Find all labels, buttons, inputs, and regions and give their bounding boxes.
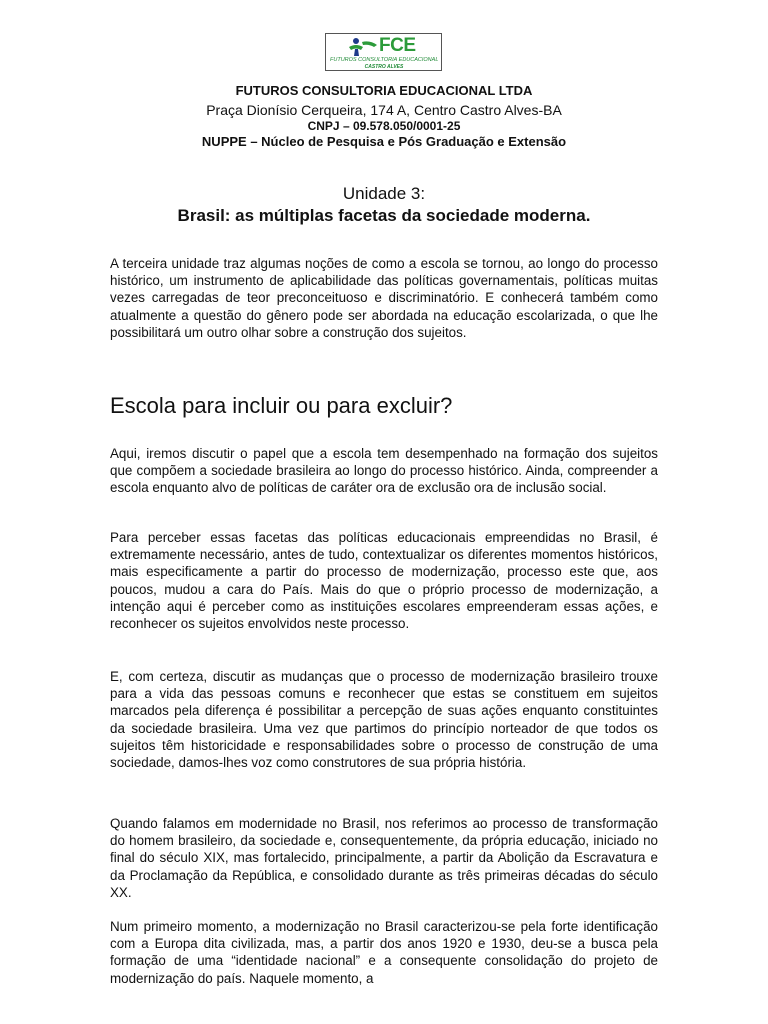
unit-label: Unidade 3:: [342, 184, 426, 203]
body-paragraph: Quando falamos em modernidade no Brasil, nos referimos ao processo de transformação do homem brasileiro, da sociedade e, consequentemente, da própria educação, iniciado no final do século XIX, mas fortalecido, principalmente, a partir da Abolição da Escravatura e da Proclamação da República, e consolidado durante as três primeiras décadas do século XX.: [110, 816, 658, 900]
company-address: Praça Dionísio Cerqueira, 174 A, Centro Castro Alves-BA: [206, 102, 562, 118]
logo-location: CASTRO ALVES: [364, 64, 404, 70]
body-paragraph: Para perceber essas facetas das políticas educacionais empreendidas no Brasil, é extremamente necessário, antes de tudo, contextualizar os diferentes momentos históricos, mais especificamente a partir do processo de modernização, processo este que, aos poucos, mudou a cara do País. Mais do que o próprio processo de modernização, a intenção aqui é perceber como as instituições escolares empreenderam essas ações, e reconhecer os sujeitos envolvidos neste processo.: [110, 530, 658, 632]
body-paragraph: Num primeiro momento, a modernização no Brasil caracterizou-se pela forte identificação com a Europa dita civilizada, mas, a partir dos anos 1920 e 1930, deu-se a busca pela formação de uma “identidade nacional” e a consequente consolidação do projeto de modernização do país. Naquele momento, a: [110, 919, 658, 986]
body-paragraph: E, com certeza, discutir as mudanças que o processo de modernização brasileiro trouxe para a vida das pessoas comuns e reconhecer que estas se constituem em sujeitos marcados pela diferença é possibilitar a percepção de suas ações enquanto constituintes da sociedade brasileira. Uma vez que partimos do princípio norteador de que todos os sujeitos têm historicidade e responsabilidades sobre o processo de construção de uma sociedade, damos-lhes voz como construtores de sua própria história.: [110, 669, 658, 771]
section-heading: Escola para incluir ou para excluir?: [110, 393, 453, 418]
fce-logo: [325, 33, 442, 71]
body-paragraph: Aqui, iremos discutir o papel que a escola tem desempenhado na formação dos sujeitos que compõem a sociedade brasileira ao longo do processo histórico. Ainda, compreender a escola enquanto alvo de políticas de caráter ora de exclusão ora de inclusão social.: [110, 446, 658, 496]
fce-figure-icon: [348, 37, 378, 57]
unit-subtitle: Brasil: as múltiplas facetas da sociedade moderna.: [177, 206, 591, 225]
company-cnpj: CNPJ – 09.578.050/0001-25: [307, 119, 461, 133]
logo-wordmark: FCE: [379, 35, 416, 56]
logo-subtitle: FUTUROS CONSULTORIA EDUCACIONAL: [330, 57, 439, 63]
company-name: FUTUROS CONSULTORIA EDUCACIONAL LTDA: [235, 83, 533, 98]
department-name: NUPPE – Núcleo de Pesquisa e Pós Graduação e Extensão: [201, 134, 567, 149]
intro-paragraph: A terceira unidade traz algumas noções de como a escola se tornou, ao longo do processo histórico, um instrumento de aplicabilidade das políticas governamentais, políticas muitas vezes carregadas de teor preconceituoso e discriminatório. E conhecerá também como atualmente a questão do gênero pode ser abordada na educação escolarizada, o que lhe possibilitará um outro olhar sobre a construção dos sujeitos.: [110, 256, 658, 340]
